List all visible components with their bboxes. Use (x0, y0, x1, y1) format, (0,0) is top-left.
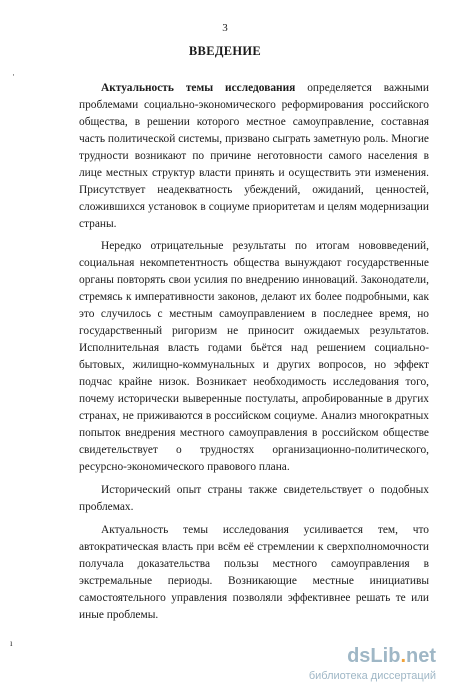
margin-mark: ı (10, 638, 13, 648)
paragraph-autocracy: Актуальность темы исследования усиливается тем, что автократическая власть при всём её стремлении к сверхполномочности получала доказательства пользы местного самоуправления в экстремальные периоды. Возникающие местные инициативы самостоятельного управления позволяли эффективнее решать те или иные проблемы. (79, 524, 429, 621)
paragraph-results: Нередко отрицательные результаты по итогам нововведений, социальная некомпетентность общества вынуждают государственные органы повторять свои усилия по внедрению инноваций. Законодатели, стремясь к императивности законов, делают их более подробными, как это случилось с местным самоуправлением в последнее время, но государственный ригоризм не приносит ожидаемых результатов. Исполнительная власть годами бьётся над решением социально-бытовых, жилищно-коммунальных и других вопросов, но эффект подчас крайне низок. Возникает необходимость исследования того, почему исторически выверенные постулаты, апробированные в других странах, не приживаются в российском социуме. Анализ многократных попыток внедрения местного самоуправления в российском обществе свидетельствует о трудностях организационно-политического, ресурсно-экономического правового плана. (79, 240, 429, 473)
watermark-subtitle: библиотека диссертаций (308, 670, 436, 682)
margin-mark: · (12, 70, 15, 80)
paragraph-history: Исторический опыт страны также свидетельствует о подобных проблемах. (79, 484, 429, 513)
paragraph-relevance (79, 80, 429, 233)
paragraph-lead: Актуальность темы исследования (101, 82, 296, 94)
section-heading: ВВЕДЕНИЕ (188, 44, 262, 58)
watermark-logo: dsLib.net (347, 645, 436, 667)
page-number: 3 (222, 22, 228, 34)
body-text (79, 80, 429, 629)
paragraph-text: определяется важными проблемами социально-экономического реформирования российского общества, в решении которого местное самоуправление, составная часть политической системы, призвано сыграть заметную роль. Многие трудности возникают по причине неготовности самого населения в лице местных структур власти принять и осуществить эти изменения. Присутствует неадекватность убеждений, ожиданий, ценностей, сложившихся установок в социуме приоритетам и целям модернизации страны. (79, 82, 429, 230)
watermark (308, 645, 436, 688)
